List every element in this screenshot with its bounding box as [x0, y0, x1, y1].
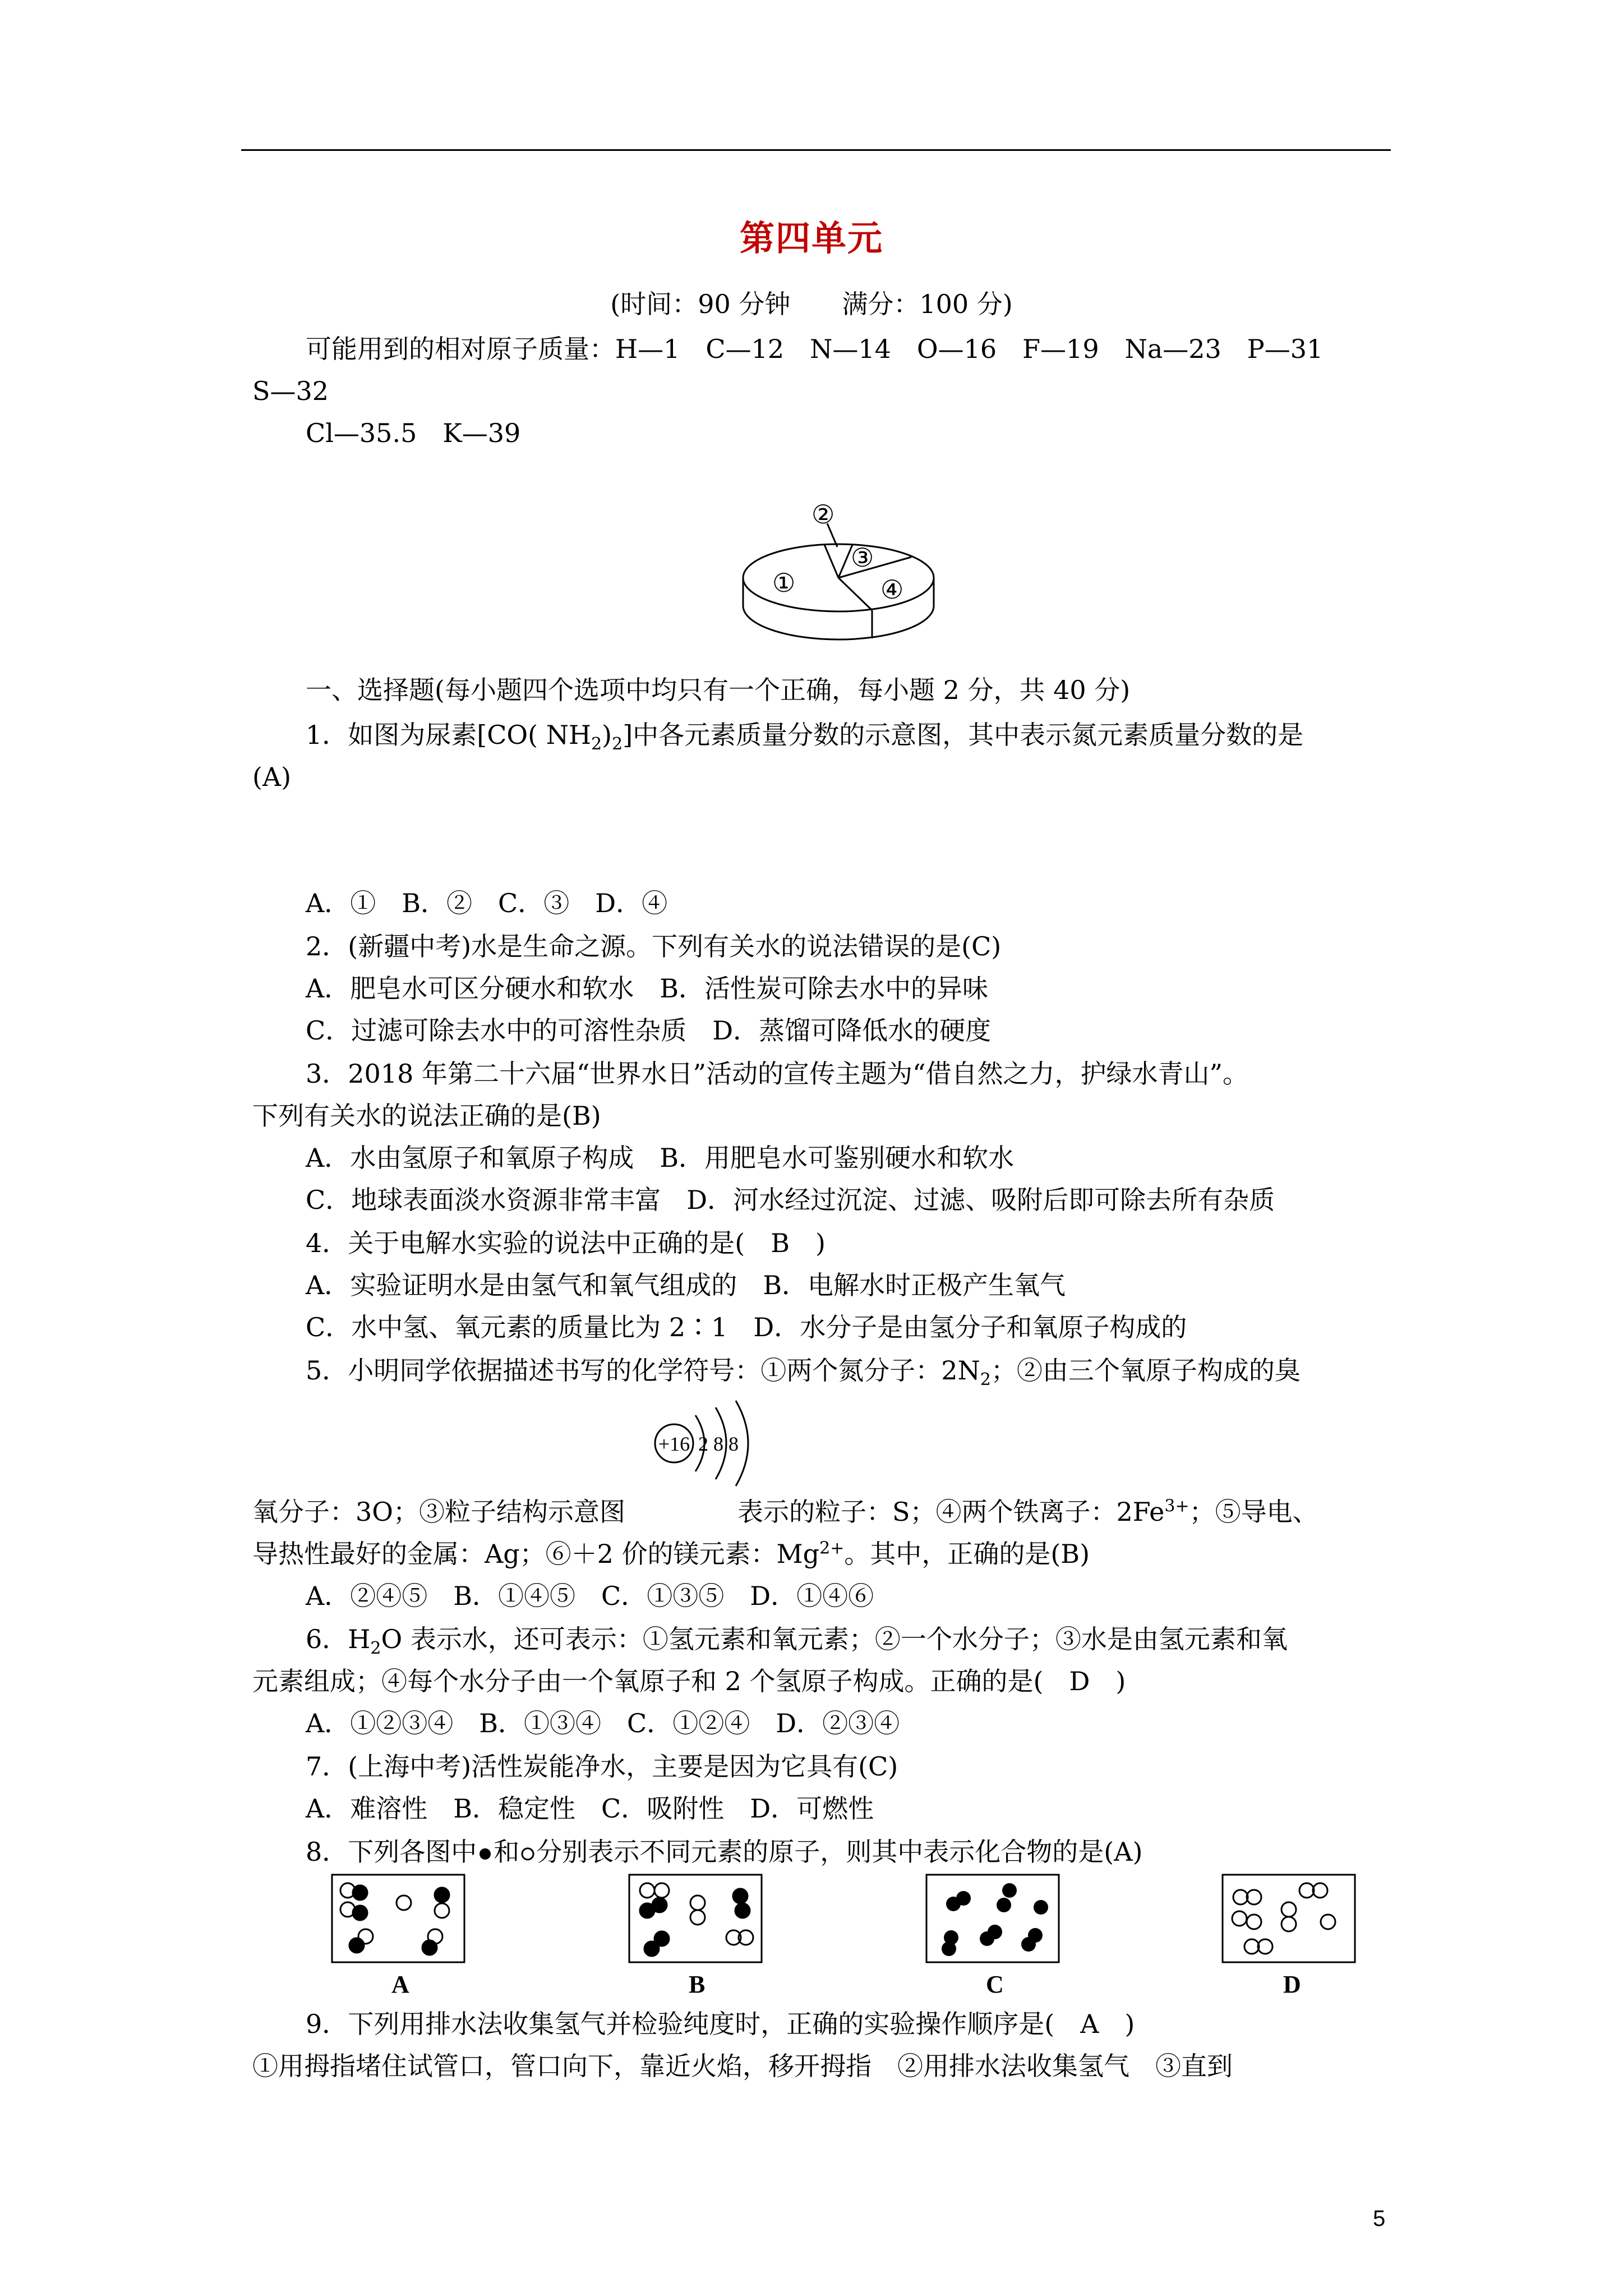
box-label-b: B	[689, 1971, 706, 1998]
q5-options: A．②④⑤ B．①④⑤ C．①③⑤ D．①④⑥	[306, 1581, 874, 1611]
q8-stem-part2: 和	[494, 1837, 520, 1867]
exam-meta: (时间：90 分钟 满分：100 分)	[610, 289, 1013, 319]
filled-atom-icon	[477, 1846, 494, 1862]
pie-label-4: ④	[880, 574, 904, 605]
q6-subscript: 2	[370, 1639, 381, 1659]
q5-superscript-1: 3+	[1164, 1496, 1189, 1516]
page-title: 第四单元	[739, 218, 883, 259]
q1-stem	[306, 718, 1303, 752]
q1-stem-part2: )	[602, 720, 612, 750]
q8-stem	[306, 1835, 1142, 1869]
q5-stem-1-part1: 5．小明同学依据描述书写的化学符号：①两个氮分子：2N	[306, 1355, 980, 1386]
q5-line-3-part1: 导热性最好的金属：Ag；⑥＋2 价的镁元素：Mg	[252, 1539, 820, 1569]
q4-options-2: C．水中氢、氧元素的质量比为 2∶1 D．水分子是由氢分子和氧原子构成的	[306, 1312, 1187, 1342]
box-label-c: C	[986, 1971, 1004, 1998]
q2-stem: 2．(新疆中考)水是生命之源。下列有关水的说法错误的是(C)	[306, 931, 1002, 961]
q8-stem-part1: 8．下列各图中	[306, 1837, 477, 1867]
page-number: 5	[1373, 2206, 1386, 2231]
q6-stem-1	[306, 1622, 1288, 1659]
q5-line-2-part3: ；⑤导电、	[1189, 1497, 1318, 1527]
q5-superscript-2: 2+	[819, 1538, 845, 1558]
pie-label-3: ③	[851, 542, 874, 573]
q5-line-2-part1: 氧分子：3O；③粒子结构示意图	[252, 1497, 625, 1527]
shell-electrons: 2 8 8	[698, 1433, 739, 1455]
q5-line-3	[252, 1537, 1090, 1571]
q1-subscript-2: 2	[612, 734, 623, 754]
section1-heading: 一、选择题(每小题四个选项中均只有一个正确，每小题 2 分，共 40 分)	[306, 675, 1131, 705]
q2-options-2: C．过滤可除去水中的可溶性杂质 D．蒸馏可降低水的硬度	[306, 1015, 992, 1046]
pie-divider-1	[824, 545, 838, 578]
atomic-masses-line3: Cl—35.5 K—39	[306, 418, 521, 448]
box-label-d: D	[1283, 1971, 1301, 1998]
atom-structure-diagram	[645, 1394, 774, 1492]
q3-options-1: A．水由氢原子和氧原子构成 B．用肥皂水可鉴别硬水和软水	[306, 1143, 1015, 1173]
q7-stem: 7．(上海中考)活性炭能净水，主要是因为它具有(C)	[306, 1751, 898, 1782]
q4-options-1: A．实验证明水是由氢气和氧气组成的 B．电解水时正极产生氧气	[306, 1270, 1066, 1300]
q1-stem-part1: 1．如图为尿素[CO( NH	[306, 720, 592, 750]
header-rule	[241, 149, 1391, 151]
q1-options: A．① B．② C．③ D．④	[306, 888, 668, 918]
hollow-atom-icon	[519, 1846, 536, 1862]
q5-line-2	[252, 1495, 1318, 1529]
q5-line-3-part2: 。其中，正确的是(B)	[844, 1539, 1090, 1569]
atomic-masses-line1: 可能用到的相对原子质量：H—1 C—12 N—14 O—16 F—19 Na—23 P—31	[306, 334, 1324, 364]
q1-subscript-1: 2	[591, 734, 602, 754]
q1-stem-part3: ]中各元素质量分数的示意图，其中表示氮元素质量分数的是	[623, 720, 1304, 750]
box-label-a: A	[391, 1971, 409, 1998]
q7-options: A．难溶性 B．稳定性 C．吸附性 D．可燃性	[306, 1793, 874, 1824]
pie-chart-figure	[732, 502, 945, 665]
atomic-masses-line2: S—32	[252, 376, 329, 406]
particle-box-d	[1221, 1874, 1356, 1963]
pie-divider-4	[838, 578, 872, 610]
q6-stem-1-part1: 6．H	[306, 1624, 371, 1654]
q9-line-2: ①用拇指堵住试管口，管口向下，靠近火焰，移开拇指 ②用排水法收集氢气 ③直到	[252, 2051, 1233, 2081]
q9-stem: 9．下列用排水法收集氢气并检验纯度时，正确的实验操作顺序是( A )	[306, 2009, 1135, 2039]
q3-options-2: C．地球表面淡水资源非常丰富 D．河水经过沉淀、过滤、吸附后即可除去所有杂质	[306, 1185, 1275, 1215]
pie-label-1: ①	[772, 568, 796, 598]
q5-stem-1	[306, 1354, 1301, 1390]
q5-line-2-part2: 表示的粒子：S；④两个铁离子：2Fe	[737, 1497, 1165, 1527]
q6-options: A．①②③④ B．①③④ C．①②④ D．②③④	[306, 1708, 900, 1738]
q3-stem-2: 下列有关水的说法正确的是(B)	[252, 1101, 601, 1131]
particle-box-b	[628, 1874, 763, 1963]
q4-stem: 4．关于电解水实验的说法中正确的是( B )	[306, 1228, 826, 1258]
pie-side	[743, 578, 934, 639]
q5-subscript: 2	[980, 1370, 991, 1390]
q8-stem-part3: 分别表示不同元素的原子，则其中表示化合物的是(A)	[536, 1837, 1143, 1867]
q2-options-1: A．肥皂水可区分硬水和软水 B．活性炭可除去水中的异味	[306, 973, 989, 1004]
pie-label-2: ②	[811, 502, 835, 530]
q6-stem-2: 元素组成；④每个水分子由一个氧原子和 2 个氢原子构成。正确的是( D )	[252, 1666, 1126, 1696]
q6-stem-1-part2: O 表示水，还可表示：①氢元素和氧元素；②一个水分子；③水是由氢元素和氧	[381, 1624, 1288, 1654]
q1-answer: (A)	[252, 762, 292, 792]
particle-box-c	[925, 1874, 1060, 1963]
particle-box-a	[331, 1874, 465, 1963]
q5-stem-1-part2: ；②由三个氧原子构成的臭	[990, 1355, 1301, 1386]
nucleus-charge: +16	[658, 1433, 690, 1455]
q3-stem-1: 3．2018 年第二十六届“世界水日”活动的宣传主题为“借自然之力，护绿水青山”。	[306, 1059, 1249, 1089]
